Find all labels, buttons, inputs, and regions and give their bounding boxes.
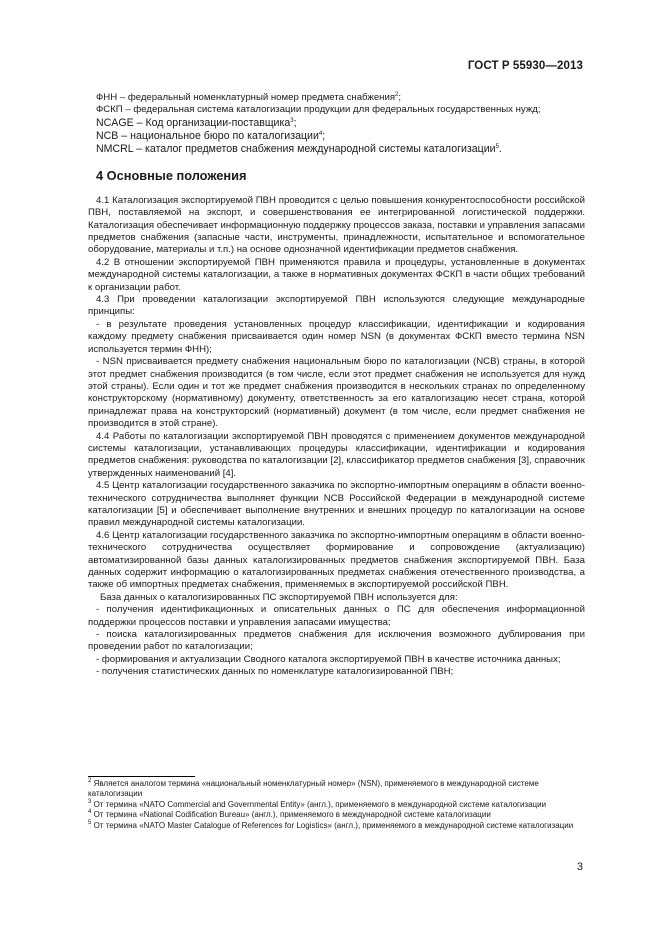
page-number: 3 (576, 861, 583, 873)
abbreviation-list (88, 92, 585, 156)
standard-header: ГОСТ Р 55930—2013 (467, 60, 583, 72)
section-heading: 4 Основные положения (96, 167, 247, 183)
section-body (88, 195, 585, 679)
list-item: - формирования и актуализации Сводного каталога экспортируемой ПВН в качестве источника данных; (96, 653, 561, 665)
footnote: $^5$ От термина «NATO Master Catalogue of References for Logistics» (англ.), применяемого в международной системе каталогизации (88, 819, 574, 830)
paragraph-4-3: 4.3 При проведении каталогизации экспортируемой ПВН используются следующие международные принципы: (88, 294, 585, 318)
paragraph-4-2: 4.2 В отношении экспортируемой ПВН применяются правила и процедуры, установленные в документах международной системы каталогизации, а также в нормативных документах ФСКП в части общих требований к организации работ. (88, 256, 585, 293)
abbreviation-item: ФСКП – федеральная система каталогизации продукции для федеральных государственных нужд; (96, 104, 541, 116)
paragraph-4-4: 4.4 Работы по каталогизации экспортируемой ПВН проводятся с применением документов международной системы каталогизации, устанавливающих процедуры классификации, идентификации и кодирования предметов снабжения: руководства по каталогизации [2], классификатор предметов снабжения [3], справочник утвержденных наименований [4]. (88, 430, 585, 479)
abbreviation-item: NMCRL – каталог предметов снабжения международной системы каталогизации$^5$. (96, 142, 502, 155)
abbreviation-item: NCB – национальное бюро по каталогизации$^4$; (96, 129, 326, 142)
list-item: - получения идентификационных и описательных данных о ПС для обеспечения информационной поддержки процессов поставки и управления запасами имущества; (88, 604, 585, 628)
paragraph-4-1: 4.1 Каталогизация экспортируемой ПВН проводится с целью повышения конкурентоспособности российской ПВН, поставляемой на экспорт, и совершенствования ее интегрированной логистической поддержки. Каталогизация обеспечивает информационную поддержку процессов заказа, поставки и управления запасами предметов снабжения (запасные части, инструменты, принадлежности, испытательное и вспомогательное оборудование, материалы и т.п.) на основе однозначной идентификации предметов снабжения. (88, 194, 585, 256)
list-item: - в результате проведения установленных процедур классификации, идентификации и кодирования каждому предмету снабжения присваивается один номер NSN (в документах ФСКП вместо термина NSN используется термин ФНН); (88, 318, 585, 355)
footnote: $^2$ Является аналогом термина «национальный номенклатурный номер» (NSN), применяемого в международной системе каталогизации (88, 778, 539, 799)
paragraph-database-usage: База данных о каталогизированных ПС экспортируемой ПВН используется для: (100, 591, 458, 603)
paragraph-4-6: 4.6 Центр каталогизации государственного заказчика по экспортно-импортным операциям в области военно-технического сотрудничества осуществляет формирование и сопровождение (актуализацию) автоматизированной базы данных каталогизированных предметов снабжения экспортируемой ПВН. База данных содержит информацию о каталогизированных предметах снабжения отечественного производства, а также об импортных предметах снабжения, применяемых в экспортируемой российской ПВН. (88, 529, 585, 591)
abbreviation-item: ФНН – федеральный номенклатурный номер предмета снабжения$^2$; (96, 92, 402, 103)
list-item: - поиска каталогизированных предметов снабжения для исключения возможного дублирования при проведении работ по каталогизации; (88, 629, 585, 653)
abbreviation-item: NCAGE – Код организации-поставщика$^3$; (96, 116, 297, 129)
list-item: - получения статистических данных по номенклатуре каталогизированной ПВН; (96, 666, 454, 678)
paragraph-4-5: 4.5 Центр каталогизации государственного заказчика по экспортно-импортным операциям в области военно-технического сотрудничества выполняет функции NCB Российской Федерации в международной системе каталогизации [5] и обеспечивает выполнение внутренних и внешних процедур по каталогизации на основе правил международной системы каталогизации. (88, 480, 585, 529)
footnote: $^3$ От термина «NATO Commercial and Governmental Entity» (англ.), применяемого в международной системе каталогизации (88, 798, 547, 809)
page-body (88, 92, 585, 679)
footnotes (88, 779, 585, 831)
list-item: - NSN присваивается предмету снабжения национальным бюро по каталогизации (NCB) страны, в которой этот предмет снабжения производится (в том числе, если этот предмет снабжения не используется для нужд этой страны). Если один и тот же предмет снабжения производится в нескольких странах по определенному конструкторскому (нормативному) документу, ответственность за его каталогизацию несет страна, которой принадлежат права на конструкторский (нормативный) документ (в том числе, если предмет снабжения не производится в этой стране). (88, 356, 585, 430)
footnote: $^4$ От термина «National Codification Bureau» (англ.), применяемого в международной системе каталогизации (88, 809, 491, 820)
footnote-divider (88, 776, 195, 777)
